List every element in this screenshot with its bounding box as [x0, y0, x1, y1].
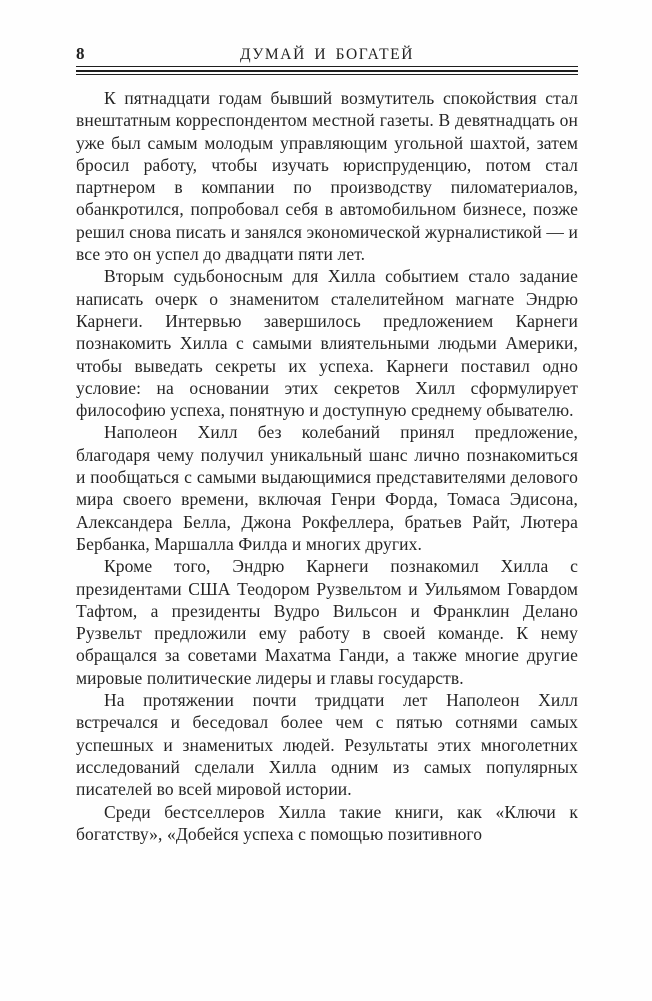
- page-header: [76, 44, 578, 67]
- body-paragraph: К пятнадцати годам бывший возмутитель спокойствия стал внештатным корреспондентом местной газеты. В девятнадцать он уже был самым молодым управляющим угольной шахтой, затем бросил работу, чтобы изучать юриспруденцию, потом стал партнером в компании по производству пиломатериалов, обанкротился, попробовал себя в автомобильном бизнесе, позже решил снова писать и занялся экономической журналистикой — и все это он успел до двадцати пяти лет.: [76, 88, 578, 265]
- page-number: 8: [76, 44, 85, 63]
- body-paragraph: Вторым судьбоносным для Хилла событием стало задание написать очерк о знаменитом сталелитейном магнате Эндрю Карнеги. Интервью завершилось предложением Карнеги познакомить Хилла с самыми влиятельными людьми Америки, чтобы выведать секреты их успеха. Карнеги поставил одно условие: на основании этих секретов Хилл сформулирует философию успеха, понятную и доступную среднему обывателю.: [76, 266, 578, 421]
- header-rule-thin: [76, 74, 578, 75]
- body-text: [76, 87, 578, 845]
- body-paragraph: Наполеон Хилл без колебаний принял предложение, благодаря чему получил уникальный шанс лично познакомиться и пообщаться с самыми выдающимися представителями делового мира своего времени, включая Генри Форда, Томаса Эдисона, Александера Белла, Джона Рокфеллера, братьев Райт, Лютера Бербанка, Маршалла Филда и многих других.: [76, 422, 578, 554]
- body-paragraph: Среди бестселлеров Хилла такие книги, как «Ключи к богатству», «Добейся успеха с помощью позитивного: [76, 801, 578, 844]
- running-title: ДУМАЙ И БОГАТЕЙ: [239, 46, 415, 63]
- body-paragraph: На протяжении почти тридцати лет Наполеон Хилл встречался и беседовал более чем с пятью сотнями самых успешных и знаменитых людей. Результаты этих многолетних исследований сделали Хилла одним из самых популярных писателей во всей мировой истории.: [76, 690, 578, 800]
- header-rule-thick: [76, 70, 578, 72]
- body-paragraph: Кроме того, Эндрю Карнеги познакомил Хилла с президентами США Теодором Рузвельтом и Уильямом Говардом Тафтом, а президенты Вудро Вильсон и Франклин Делано Рузвельт предложили ему работу в своей команде. К нему обращался за советами Махатма Ганди, а также многие другие мировые политические лидеры и главы государств.: [76, 556, 578, 688]
